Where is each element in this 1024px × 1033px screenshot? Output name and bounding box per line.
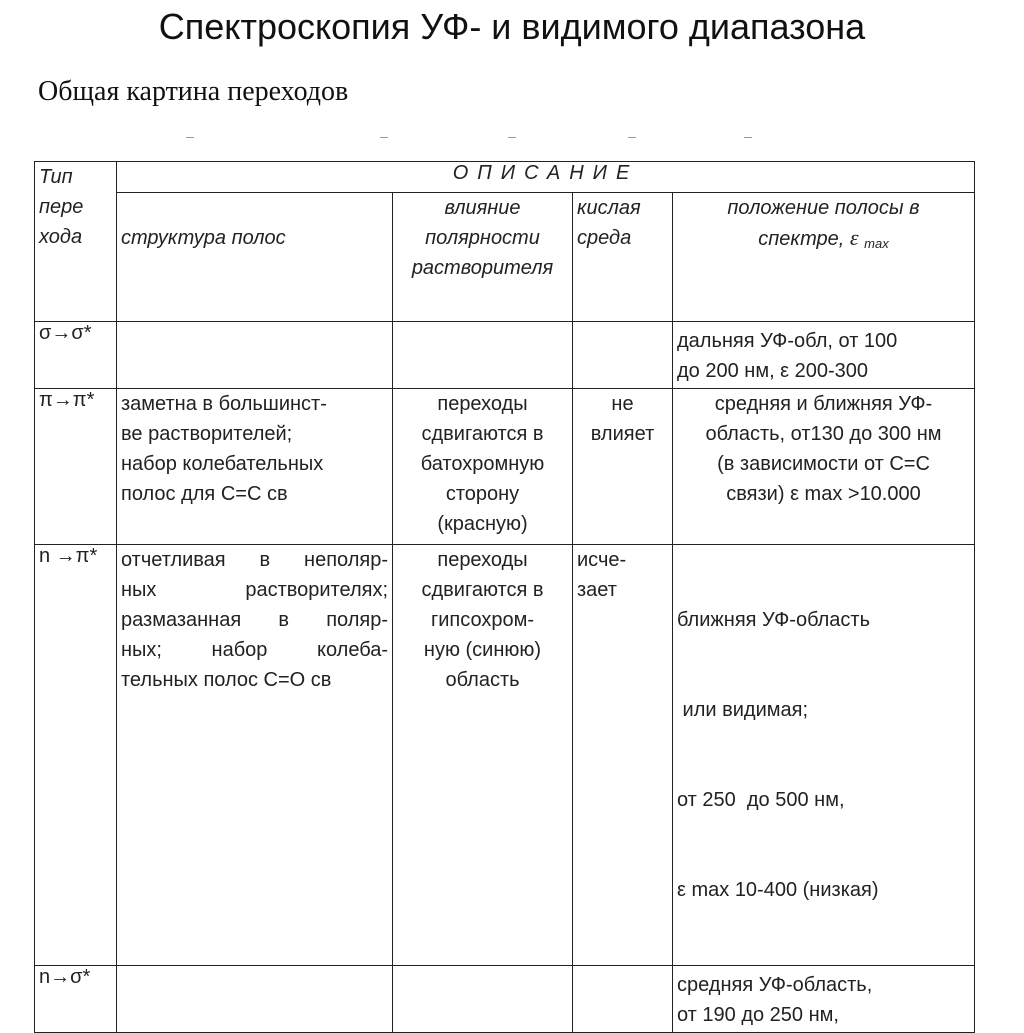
- row-acid: [573, 389, 673, 545]
- header-polarity-line: влияние: [444, 197, 521, 219]
- polarity-line: сдвигаются в: [421, 423, 544, 445]
- header-description: ОПИСАНИЕ: [117, 162, 975, 193]
- row-position: [673, 545, 975, 966]
- row-polarity: [393, 389, 573, 545]
- structure-line: размазанная в поляр-: [121, 609, 388, 631]
- row-structure: [117, 545, 393, 966]
- polarity-line: ную (синюю): [423, 639, 542, 661]
- header-type-line: Тип: [39, 166, 73, 188]
- structure-line: тельных полос С=О св: [121, 669, 332, 691]
- dash-mark: [508, 137, 516, 138]
- header-polarity: [393, 193, 573, 322]
- row-polarity-empty: [393, 966, 573, 1033]
- dash-mark: [186, 137, 194, 138]
- row-position: [673, 389, 975, 545]
- dash-mark: [744, 137, 752, 138]
- row-structure: [117, 389, 393, 545]
- polarity-line: гипсохром-: [430, 609, 535, 631]
- position-line: область, от130 до 300 нм: [705, 423, 942, 445]
- position-line: от 190 до 250 нм,: [677, 1004, 839, 1026]
- header-acid-line: кислая: [577, 197, 641, 219]
- header-type-line: хода: [39, 226, 83, 248]
- row-type-n-pi: n →π*: [35, 545, 117, 966]
- row-acid-empty: [573, 966, 673, 1033]
- polarity-line: сторону: [445, 483, 520, 505]
- row-structure-empty: [117, 966, 393, 1033]
- header-polarity-line: полярности: [425, 227, 540, 249]
- polarity-line: сдвигаются в: [421, 579, 544, 601]
- row-acid-empty: [573, 322, 673, 389]
- row-type-sigma: σ→σ*: [35, 322, 117, 389]
- row-type-n-sigma: n→σ*: [35, 966, 117, 1033]
- row-polarity-empty: [393, 322, 573, 389]
- polarity-line: батохромную: [420, 453, 545, 475]
- row-structure-empty: [117, 322, 393, 389]
- transitions-table: [34, 161, 975, 1033]
- acid-line: зает: [577, 579, 617, 601]
- structure-line: ных; набор колеба-: [121, 639, 388, 661]
- position-line: средняя УФ-область,: [677, 974, 873, 996]
- acid-line: влияет: [590, 423, 655, 445]
- structure-line: полос для С=С св: [121, 483, 288, 505]
- structure-line: ных растворителях;: [121, 579, 388, 601]
- header-position-line: положение полосы в: [727, 197, 920, 219]
- polarity-line: переходы: [437, 549, 528, 571]
- position-line: до 200 нм, ε 200-300: [677, 360, 869, 382]
- position-line: или видимая;: [677, 699, 809, 721]
- position-line: дальняя УФ-обл, от 100: [677, 330, 898, 352]
- slide-subtitle: Общая картина переходов: [38, 76, 349, 107]
- dash-mark: [628, 137, 636, 138]
- position-line: связи) ε max >10.000: [726, 483, 921, 505]
- header-position-text: спектре,: [758, 228, 845, 250]
- row-acid: [573, 545, 673, 966]
- epsilon-symbol: ε: [849, 225, 859, 250]
- row-position: [673, 322, 975, 389]
- position-line: ближняя УФ-область: [677, 609, 870, 631]
- polarity-line: (красную): [437, 513, 528, 535]
- row-type-pi: π→π*: [35, 389, 117, 545]
- header-position-line: [677, 223, 970, 259]
- polarity-line: переходы: [437, 393, 528, 415]
- header-position: [673, 193, 975, 322]
- scan-artifact-dashes: [0, 137, 1024, 147]
- header-polarity-line: растворителя: [411, 257, 554, 279]
- header-transition-type: [35, 162, 117, 322]
- structure-line: отчетливая в неполяр-: [121, 549, 388, 571]
- position-line: от 250 до 500 нм,: [677, 789, 845, 811]
- position-line: (в зависимости от С=С: [717, 453, 930, 475]
- header-type-line: пере: [39, 196, 84, 218]
- position-line: ε max 10-400 (низкая): [677, 879, 879, 901]
- acid-line: не: [611, 393, 634, 415]
- dash-mark: [380, 137, 388, 138]
- structure-line: набор колебательных: [121, 453, 324, 475]
- structure-line: заметна в большинст-: [121, 393, 327, 415]
- position-line: средняя и ближняя УФ-: [714, 393, 933, 415]
- header-acid: [573, 193, 673, 322]
- row-polarity: [393, 545, 573, 966]
- structure-line: ве растворителей;: [121, 423, 293, 445]
- slide-title: Спектроскопия УФ- и видимого диапазона: [158, 6, 866, 47]
- header-acid-line: среда: [577, 227, 632, 249]
- header-structure: структура полос: [117, 193, 393, 322]
- max-subscript: max: [864, 236, 889, 251]
- row-position: [673, 966, 975, 1033]
- polarity-line: область: [445, 669, 520, 691]
- acid-line: исче-: [577, 549, 627, 571]
